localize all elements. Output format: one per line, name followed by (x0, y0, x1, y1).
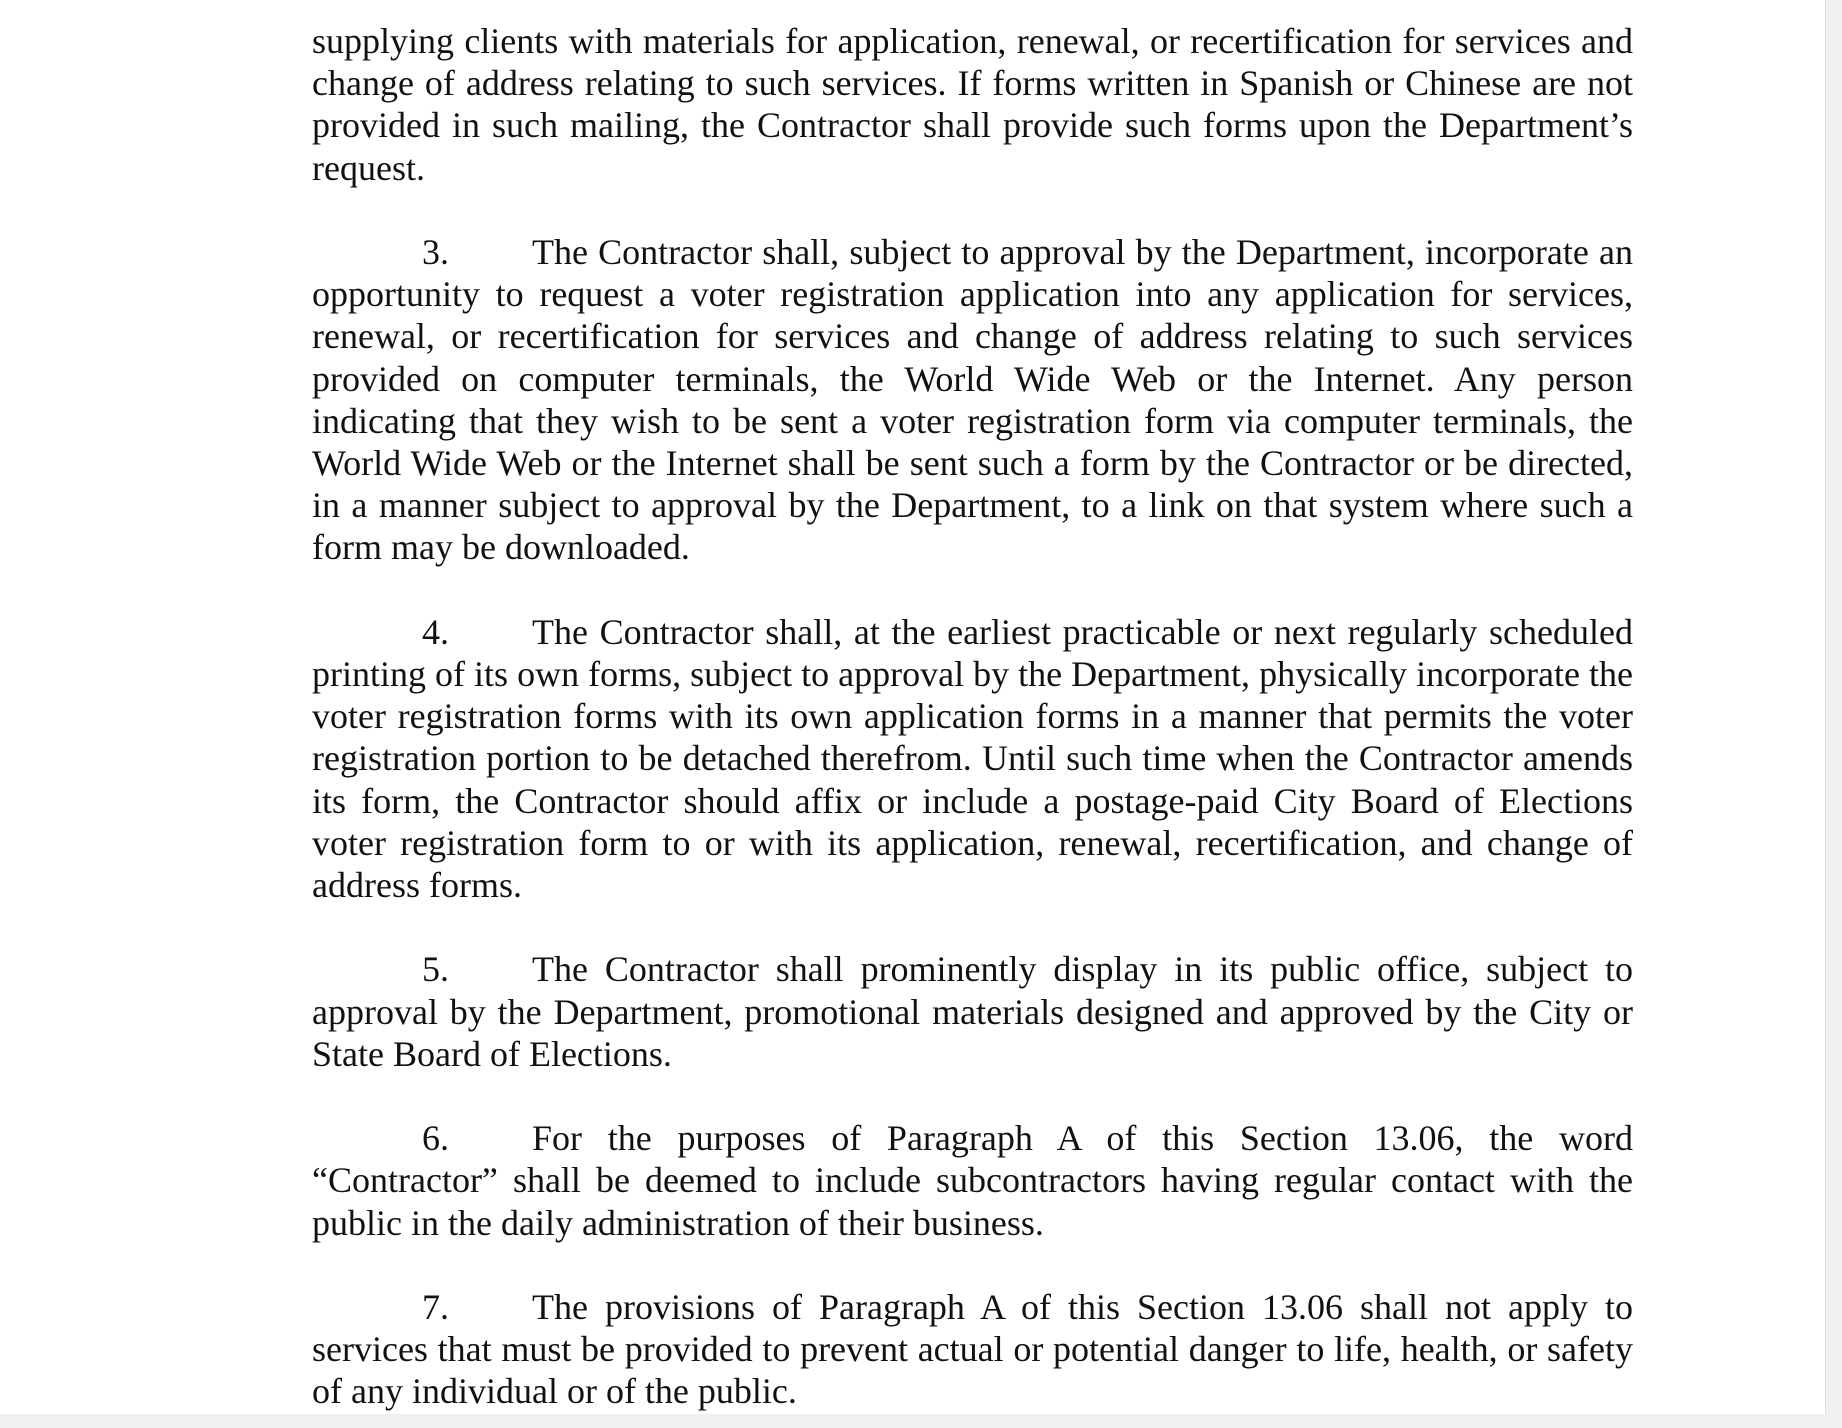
vertical-scrollbar-track[interactable] (1826, 0, 1842, 1428)
paragraph-text: The Contractor shall prominently display in its public office, subject to approval by the Department, promotional materials designed and approved by the City or State Board of Elections. (312, 949, 1633, 1074)
paragraph-4 (312, 611, 1633, 906)
paragraph-continuation (312, 20, 1633, 189)
paragraph-7 (312, 1286, 1633, 1413)
paragraph-text: supplying clients with materials for application, renewal, or recertification for services and change of address relating to such services. If forms written in Spanish or Chinese are not provided in such mailing, the Contractor shall provide such forms upon the Department’s request. (312, 21, 1633, 188)
horizontal-scrollbar-track[interactable] (0, 1414, 1842, 1428)
paragraph-3 (312, 231, 1633, 569)
paragraph-number: 5. (422, 949, 449, 990)
paragraph-text: The Contractor shall, subject to approval by the Department, incorporate an opportunity to request a voter registration application into any application for services, renewal, or recertification for services and change of address relating to such services provided on computer terminals, the World Wide Web or the Internet. Any person indicating that they wish to be sent a voter registration form via computer terminals, the World Wide Web or the Internet shall be sent such a form by the Contractor or be directed, in a manner subject to approval by the Department, to a link on that system where such a form may be downloaded. (312, 232, 1633, 568)
paragraph-6 (312, 1117, 1633, 1244)
paragraph-number: 6. (422, 1118, 449, 1159)
paragraph-number: 7. (422, 1287, 449, 1328)
paragraph-number: 3. (422, 232, 449, 272)
paragraph-text: The Contractor shall, at the earliest practicable or next regularly scheduled printing of its own forms, subject to approval by the Department, physically incorporate the voter registration forms with its own application forms in a manner that permits the voter registration portion to be detached therefrom. Until such time when the Contractor amends its form, the Contractor should affix or include a postage-paid City Board of Elections voter registration form to or with its application, renewal, recertification, and change of address forms. (312, 611, 1633, 906)
paragraph-number: 4. (422, 611, 449, 652)
paragraph-text: For the purposes of Paragraph A of this Section 13.06, the word “Contractor” shall be deemed to include subcontractors having regular contact with the public in the daily administration of their business. (312, 1118, 1633, 1243)
document-body (312, 20, 1633, 1413)
paragraph-5 (312, 948, 1633, 1075)
paragraph-text: The provisions of Paragraph A of this Section 13.06 shall not apply to services that must be provided to prevent actual or potential danger to life, health, or safety of any individual or of the public. (312, 1287, 1633, 1412)
